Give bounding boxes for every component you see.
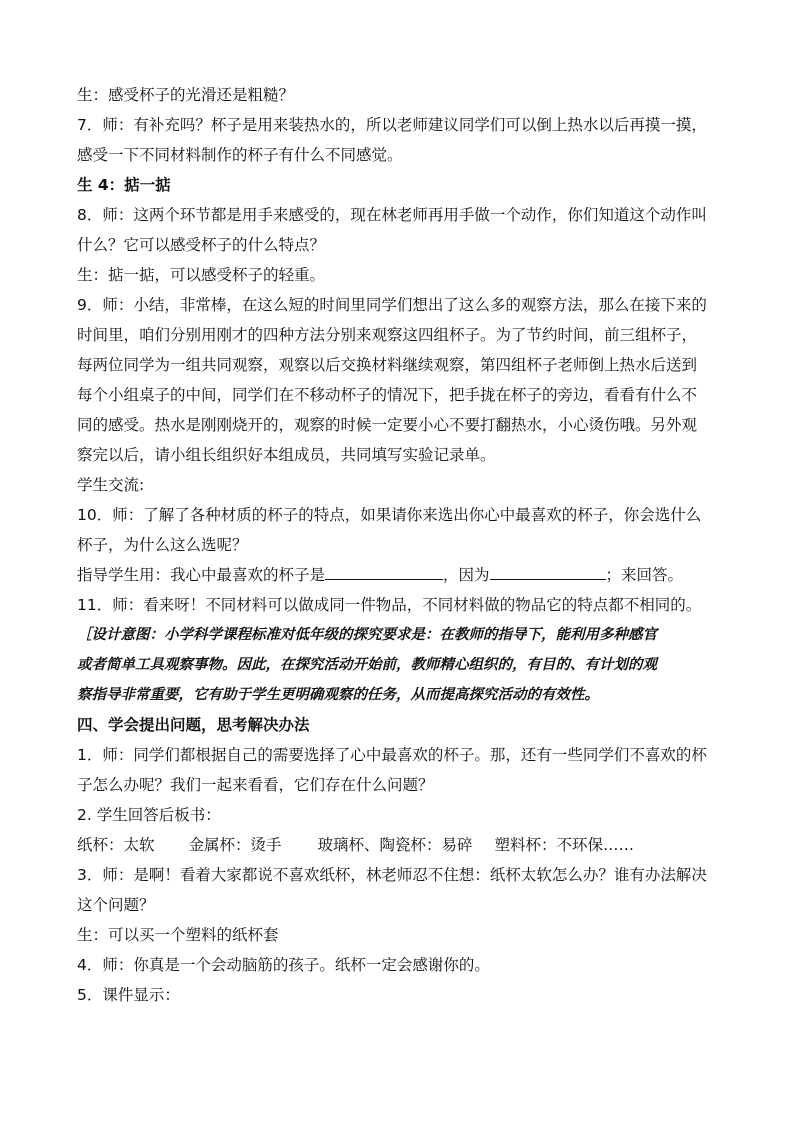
text-line: 7．师：有补充吗？杯子是用来装热水的，所以老师建议同学们可以倒上热水以后再摸一摸， — [77, 116, 707, 134]
text-line: 生：感受杯子的光滑还是粗糙？ — [77, 86, 295, 104]
text-line: 学生交流: — [77, 476, 145, 494]
board-note-glass: 玻璃杯、陶瓷杯：易碎 — [317, 836, 473, 854]
text-line: 8．师：这两个环节都是用手来感受的，现在林老师再用手做一个动作，你们知道这个动作叫 — [77, 206, 707, 224]
text-line: 10．师：了解了各种材质的杯子的特点，如果请你来选出你心中最喜欢的杯子，你会选什么 — [77, 506, 702, 524]
text-line: 感受一下不同材料制作的杯子有什么不同感觉。 — [77, 146, 403, 164]
text-line: 3．师：是啊！看着大家都说不喜欢纸杯，林老师忍不住想：纸杯太软怎么办？谁有办法解决 — [77, 866, 707, 884]
text-line: 4．师：你真是一个会动脑筋的孩子。纸杯一定会感谢你的。 — [77, 956, 490, 974]
text-line: 什么？它可以感受杯子的什么特点？ — [77, 236, 326, 254]
design-intent-line: ［设计意图：小学科学课程标准对低年级的探究要求是：在教师的指导下，能利用多种感官 — [77, 626, 657, 643]
text-line: 1．师：同学们都根据自己的需要选择了心中最喜欢的杯子。那，还有一些同学们不喜欢的杯 — [77, 746, 707, 764]
board-note-paper: 纸杯：太软 — [77, 836, 155, 854]
subheading-line: 生 4：掂一掂 — [77, 176, 171, 194]
text-line: 杯子，为什么这么选呢？ — [77, 536, 248, 554]
fill-in-prefix: 指导学生用：我心中最喜欢的杯子是 — [77, 566, 326, 584]
text-line: 这个问题？ — [77, 896, 155, 914]
text-line: 察完以后，请小组长组织好本组成员，共同填写实验记录单。 — [77, 446, 496, 464]
fill-in-suffix: ；来回答。 — [605, 566, 684, 584]
board-note-metal: 金属杯：烫手 — [188, 836, 282, 854]
text-line: 生：掂一掂，可以感受杯子的轻重。 — [77, 266, 326, 284]
fill-in-line — [77, 560, 727, 590]
text-line: 5．课件显示： — [77, 986, 180, 1004]
text-line: 子怎么办呢？我们一起来看看，它们存在什么问题？ — [77, 776, 434, 794]
text-line: 9．师：小结，非常棒，在这么短的时间里同学们想出了这么多的观察方法，那么在接下来的 — [77, 296, 707, 314]
design-intent-line: 察指导非常重要，它有助于学生更明确观察的任务，从而提高探究活动的有效性。 — [77, 686, 599, 703]
design-intent-line: 或者简单工具观察事物。因此，在探究活动开始前，教师精心组织的，有目的、有计划的观 — [77, 656, 657, 673]
document-page — [77, 80, 727, 1010]
reason-blank — [490, 563, 606, 580]
text-line: 每个小组桌子的中间，同学们在不移动杯子的情况下，把手拢在杯子的旁边，看看有什么不 — [77, 386, 698, 404]
answer-blank — [325, 563, 443, 580]
section-heading: 四、学会提出问题，思考解决办法 — [77, 716, 310, 734]
text-line: 11．师：看来呀！不同材料可以做成同一件物品，不同材料做的物品它的特点都不相同的。 — [77, 596, 702, 614]
text-line: 2. 学生回答后板书： — [77, 806, 221, 824]
text-line: 同的感受。热水是刚刚烧开的，观察的时候一定要小心不要打翻热水，小心烫伤哦。另外观 — [77, 416, 698, 434]
text-line: 时间里，咱们分别用刚才的四种方法分别来观察这四组杯子。为了节约时间，前三组杯子， — [77, 326, 698, 344]
text-line: 生：可以买一个塑料的纸杯套 — [77, 926, 279, 944]
board-notes-line — [77, 830, 727, 860]
fill-in-middle: ，因为 — [443, 566, 490, 584]
board-note-plastic: 塑料杯：不环保…… — [494, 836, 635, 854]
text-line: 每两位同学为一组共同观察，观察以后交换材料继续观察，第四组杯子老师倒上热水后送到 — [77, 356, 698, 374]
